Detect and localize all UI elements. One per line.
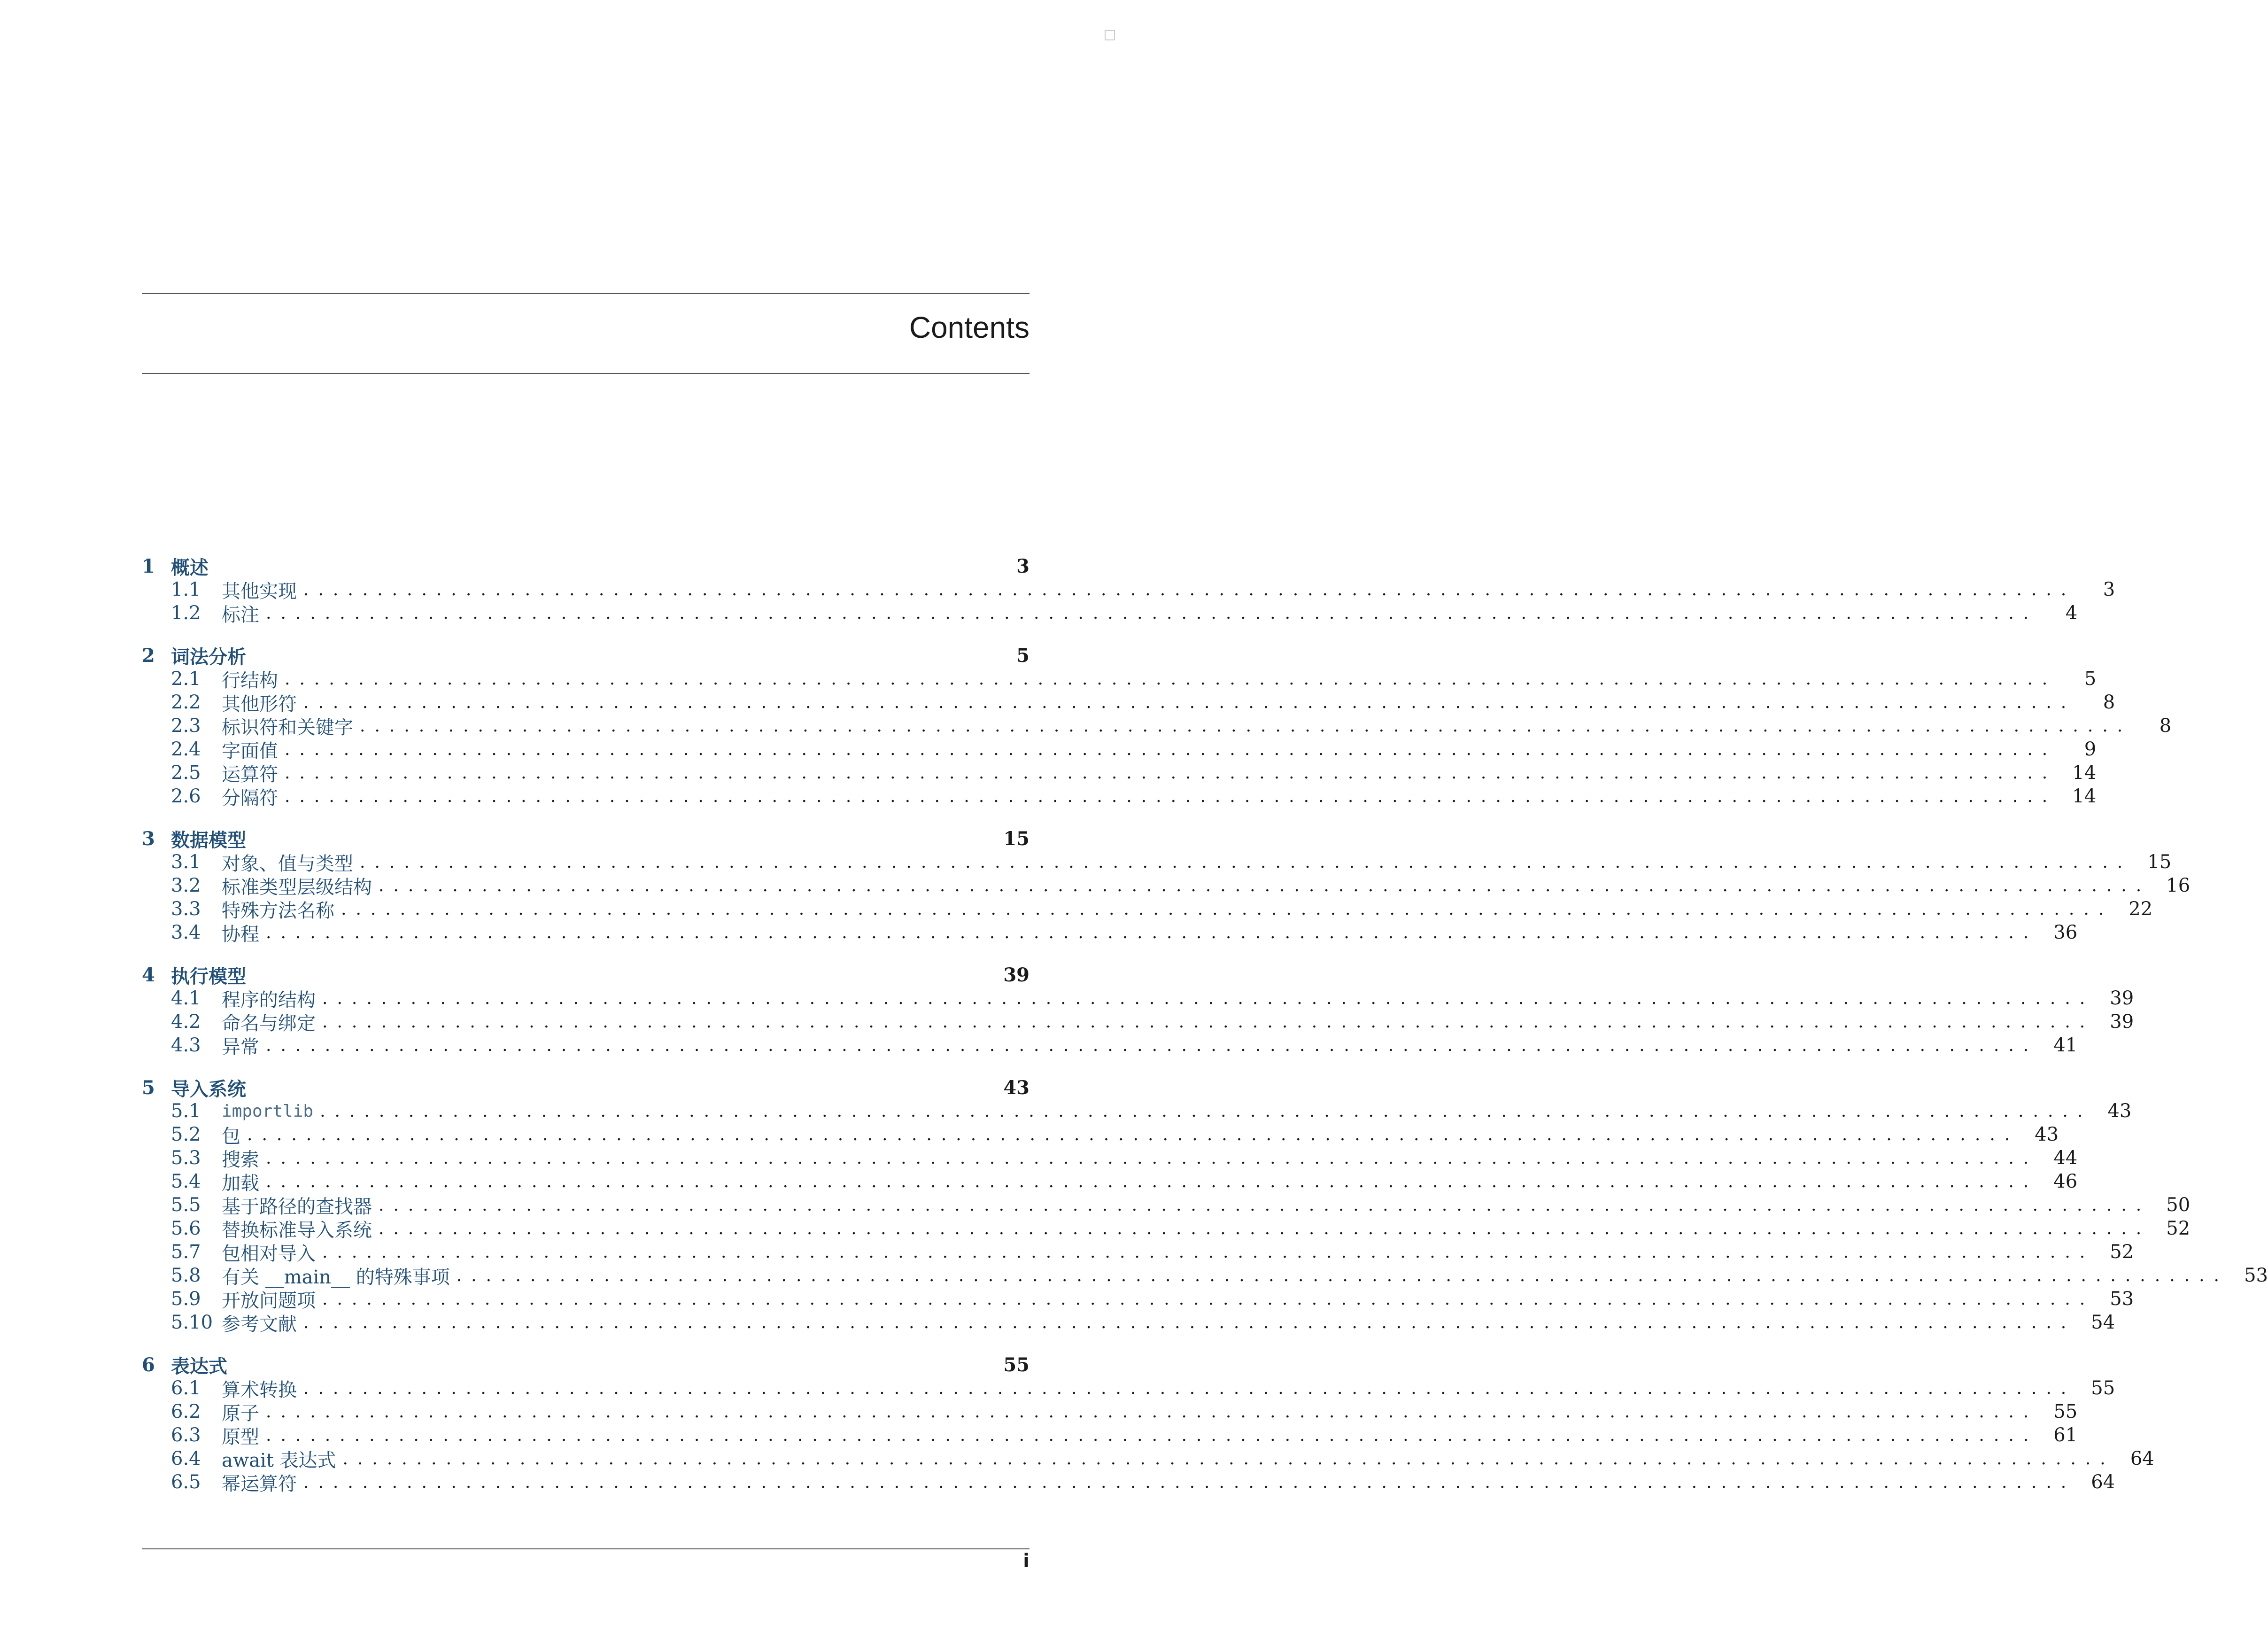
chapter-title: 执行模型 [171, 965, 246, 987]
toc-entry-5.7[interactable] [142, 1240, 2134, 1265]
toc-entry-1.2[interactable] [142, 601, 2078, 626]
toc-entry-4.3[interactable] [142, 1034, 2078, 1058]
dot-leader: ........................................................................................................................ [322, 1289, 2095, 1309]
dot-leader: ........................................................................................................................ [266, 923, 2038, 942]
entry-page: 52 [2166, 1218, 2191, 1239]
entry-number: 6.2 [171, 1401, 201, 1423]
entry-page: 44 [2053, 1147, 2078, 1169]
toc-entry-3.2[interactable] [142, 874, 2191, 898]
toc-entry-5.4[interactable] [142, 1170, 2078, 1194]
entry-page: 16 [2166, 875, 2191, 896]
dot-leader: ........................................................................................................................ [303, 1378, 2076, 1398]
entry-page: 9 [2084, 738, 2097, 760]
entry-title: 替换标准导入系统 [222, 1219, 372, 1241]
toc-entry-5.1[interactable] [142, 1099, 2132, 1123]
entry-page: 5 [2084, 668, 2097, 690]
entry-number: 4.2 [171, 1011, 201, 1033]
entry-number: 3.3 [171, 898, 201, 920]
entry-title: 程序的结构 [222, 989, 316, 1011]
chapter-title: 导入系统 [171, 1078, 246, 1100]
toc-entry-5.9[interactable] [142, 1287, 2134, 1312]
entry-page: 3 [2103, 579, 2115, 600]
dot-leader: ........................................................................................................................ [266, 1172, 2038, 1191]
entry-number: 5.3 [171, 1147, 201, 1169]
entry-number: 5.2 [171, 1124, 201, 1145]
entry-title: 标注 [222, 604, 259, 626]
entry-page: 4 [2065, 602, 2078, 624]
chapter-number: 4 [142, 964, 155, 986]
dot-leader: ........................................................................................................................ [285, 763, 2057, 783]
dot-leader: ........................................................................................................................ [266, 1035, 2038, 1055]
toc-entry-6.4[interactable] [142, 1447, 2154, 1471]
entry-page: 64 [2091, 1471, 2115, 1493]
entry-number: 4.1 [171, 987, 201, 1009]
toc-entry-4.2[interactable] [142, 1010, 2134, 1034]
toc-entry-2.2[interactable] [142, 691, 2115, 715]
entry-title: 特殊方法名称 [222, 900, 334, 922]
dot-leader: ........................................................................................................................ [322, 988, 2095, 1008]
chapter-number: 2 [142, 644, 155, 667]
toc-entry-2.1[interactable] [142, 667, 2097, 692]
entry-number: 5.4 [171, 1171, 201, 1192]
toc-entry-3.3[interactable] [142, 897, 2153, 922]
toc-entry-5.8[interactable] [142, 1264, 2268, 1288]
entry-page: 14 [2072, 785, 2097, 807]
footer-rule [142, 1548, 1030, 1549]
entry-number: 3.1 [171, 851, 201, 873]
entry-page: 52 [2110, 1241, 2134, 1263]
dot-leader: ........................................................................................................................ [360, 716, 2132, 736]
entry-title: 开放问题项 [222, 1290, 316, 1312]
chapter-number: 1 [142, 555, 155, 577]
entry-title: 字面值 [222, 740, 278, 762]
title-top-rule [142, 293, 1030, 294]
dot-leader: ........................................................................................................................ [266, 1425, 2038, 1445]
dot-leader: ........................................................................................................................ [322, 1012, 2095, 1032]
toc-entry-5.6[interactable] [142, 1217, 2191, 1241]
page-title: Contents [909, 311, 1030, 344]
entry-number: 5.1 [171, 1100, 201, 1122]
dot-leader: ........................................................................................................................ [266, 1148, 2038, 1168]
chapter-page: 5 [1016, 644, 1030, 667]
table-of-contents [142, 554, 2268, 1495]
entry-number: 2.2 [171, 692, 201, 713]
entry-title: 其他实现 [222, 580, 297, 602]
dot-leader: ........................................................................................................................ [342, 1449, 2115, 1469]
entry-title: 对象、值与类型 [222, 853, 353, 875]
entry-title: 命名与绑定 [222, 1012, 316, 1034]
chapter-title: 词法分析 [171, 645, 246, 668]
entry-title: 运算符 [222, 763, 278, 785]
entry-page: 61 [2053, 1424, 2078, 1446]
dot-leader: ........................................................................................................................ [266, 1402, 2038, 1422]
entry-number: 5.7 [171, 1241, 201, 1263]
entry-page: 39 [2110, 987, 2134, 1009]
dot-leader: ........................................................................................................................ [379, 1219, 2151, 1238]
entry-page: 46 [2053, 1171, 2078, 1192]
entry-page: 8 [2159, 715, 2172, 737]
entry-page: 53 [2110, 1288, 2134, 1310]
toc-chapter-3[interactable] [142, 827, 1030, 850]
entry-title: 有关 __main__ 的特殊事项 [222, 1266, 450, 1288]
toc-entry-4.1[interactable] [142, 987, 2134, 1011]
dot-leader: ........................................................................................................................ [285, 786, 2057, 806]
toc-chapter-2[interactable] [142, 644, 1030, 667]
dot-leader: ........................................................................................................................ [379, 1195, 2151, 1215]
chapter-page: 3 [1016, 555, 1030, 577]
chapter-number: 3 [142, 827, 155, 850]
toc-chapter-5[interactable] [142, 1076, 1030, 1099]
toc-entry-3.1[interactable] [142, 850, 2172, 875]
chapter-page: 55 [1003, 1353, 1030, 1376]
title-bottom-rule [142, 373, 1030, 374]
dot-leader: ........................................................................................................................ [360, 852, 2132, 872]
entry-page: 43 [2107, 1100, 2132, 1122]
dot-leader: ........................................................................................................................ [266, 603, 2038, 623]
chapter-page: 15 [1003, 827, 1030, 850]
dot-leader: ........................................................................................................................ [341, 899, 2113, 919]
entry-title: 原子 [222, 1402, 259, 1424]
entry-page: 54 [2091, 1312, 2115, 1333]
entry-page: 55 [2091, 1377, 2115, 1399]
chapter-title: 数据模型 [171, 829, 246, 851]
entry-title: 加载 [222, 1172, 259, 1194]
toc-entry-5.3[interactable] [142, 1146, 2078, 1171]
dot-leader: ........................................................................................................................ [303, 580, 2076, 599]
entry-title: 其他形符 [222, 693, 297, 715]
toc-entry-2.5[interactable] [142, 761, 2097, 785]
chapter-number: 6 [142, 1353, 155, 1376]
dot-leader: ........................................................................................................................ [285, 739, 2057, 759]
toc-entry-6.5[interactable] [142, 1470, 2115, 1495]
entry-title: 标准类型层级结构 [222, 876, 372, 898]
entry-page: 64 [2130, 1448, 2154, 1469]
entry-number: 5.6 [171, 1218, 201, 1239]
entry-number: 2.3 [171, 715, 201, 737]
entry-page: 55 [2053, 1401, 2078, 1423]
entry-number: 3.4 [171, 922, 201, 943]
page-number: i [1023, 1550, 1030, 1572]
entry-title: 参考文献 [222, 1313, 297, 1335]
toc-chapter-6[interactable] [142, 1353, 1030, 1376]
entry-title: 异常 [222, 1036, 259, 1058]
chapter-number: 5 [142, 1076, 155, 1099]
dot-leader: ........................................................................................................................ [303, 692, 2076, 712]
entry-title: 原型 [222, 1426, 259, 1448]
toc-entry-1.1[interactable] [142, 578, 2115, 602]
entry-number: 5.5 [171, 1194, 201, 1216]
entry-page: 8 [2103, 692, 2115, 713]
chapter-page: 39 [1003, 964, 1030, 986]
toc-entry-6.3[interactable] [142, 1423, 2078, 1448]
entry-number: 5.8 [171, 1265, 201, 1286]
dot-leader: ........................................................................................................................ [303, 1313, 2076, 1332]
entry-number: 2.6 [171, 785, 201, 807]
entry-number: 4.3 [171, 1034, 201, 1056]
entry-title: 基于路径的查找器 [222, 1196, 372, 1218]
entry-number: 2.5 [171, 762, 201, 784]
entry-page: 39 [2110, 1011, 2134, 1033]
entry-title: 包相对导入 [222, 1243, 316, 1265]
entry-number: 6.3 [171, 1424, 201, 1446]
entry-title: 幂运算符 [222, 1473, 297, 1495]
entry-page: 53 [2244, 1265, 2268, 1286]
entry-title: 标识符和关键字 [222, 716, 353, 738]
dot-leader: ........................................................................................................................ [247, 1125, 2020, 1144]
corner-marker-box [1105, 30, 1115, 40]
dot-leader: ........................................................................................................................ [456, 1266, 2229, 1285]
dot-leader: ........................................................................................................................ [320, 1101, 2092, 1121]
toc-entry-3.4[interactable] [142, 921, 2078, 945]
entry-page: 14 [2072, 762, 2097, 784]
entry-page: 36 [2053, 922, 2078, 943]
entry-number: 1.2 [171, 602, 201, 624]
entry-page: 22 [2129, 898, 2153, 920]
entry-page: 41 [2053, 1034, 2078, 1056]
entry-page: 43 [2035, 1124, 2059, 1145]
entry-number: 5.9 [171, 1288, 201, 1310]
entry-title: 搜索 [222, 1149, 259, 1171]
toc-chapter-1[interactable] [142, 554, 1030, 578]
toc-entry-5.5[interactable] [142, 1193, 2191, 1218]
entry-number: 5.10 [171, 1312, 213, 1333]
entry-number: 6.5 [171, 1471, 201, 1493]
entry-title: 包 [222, 1125, 240, 1147]
toc-entry-6.2[interactable] [142, 1400, 2078, 1424]
dot-leader: ........................................................................................................................ [379, 876, 2151, 895]
entry-number: 6.1 [171, 1377, 201, 1399]
dot-leader: ........................................................................................................................ [285, 669, 2057, 689]
toc-entry-2.4[interactable] [142, 738, 2097, 762]
entry-title: 算术转换 [222, 1379, 297, 1401]
entry-number: 3.2 [171, 875, 201, 896]
entry-page: 50 [2166, 1194, 2191, 1216]
dot-leader: ........................................................................................................................ [303, 1472, 2076, 1492]
entry-number: 2.4 [171, 738, 201, 760]
dot-leader: ........................................................................................................................ [322, 1242, 2095, 1262]
toc-entry-5.10[interactable] [142, 1311, 2115, 1335]
entry-number: 1.1 [171, 579, 201, 600]
entry-title: 协程 [222, 923, 259, 945]
entry-title: 分隔符 [222, 787, 278, 809]
chapter-page: 43 [1003, 1076, 1030, 1099]
chapter-title: 概述 [171, 556, 209, 579]
entry-title: 行结构 [222, 669, 278, 692]
toc-entry-2.6[interactable] [142, 785, 2097, 809]
entry-number: 2.1 [171, 668, 201, 690]
toc-chapter-4[interactable] [142, 963, 1030, 987]
chapter-title: 表达式 [171, 1355, 227, 1377]
entry-page: 15 [2147, 851, 2172, 873]
toc-entry-2.3[interactable] [142, 714, 2172, 738]
toc-entry-5.2[interactable] [142, 1123, 2059, 1147]
entry-number: 6.4 [171, 1448, 201, 1469]
toc-entry-6.1[interactable] [142, 1376, 2115, 1401]
entry-title: importlib [222, 1101, 314, 1121]
entry-title: await 表达式 [222, 1449, 336, 1471]
